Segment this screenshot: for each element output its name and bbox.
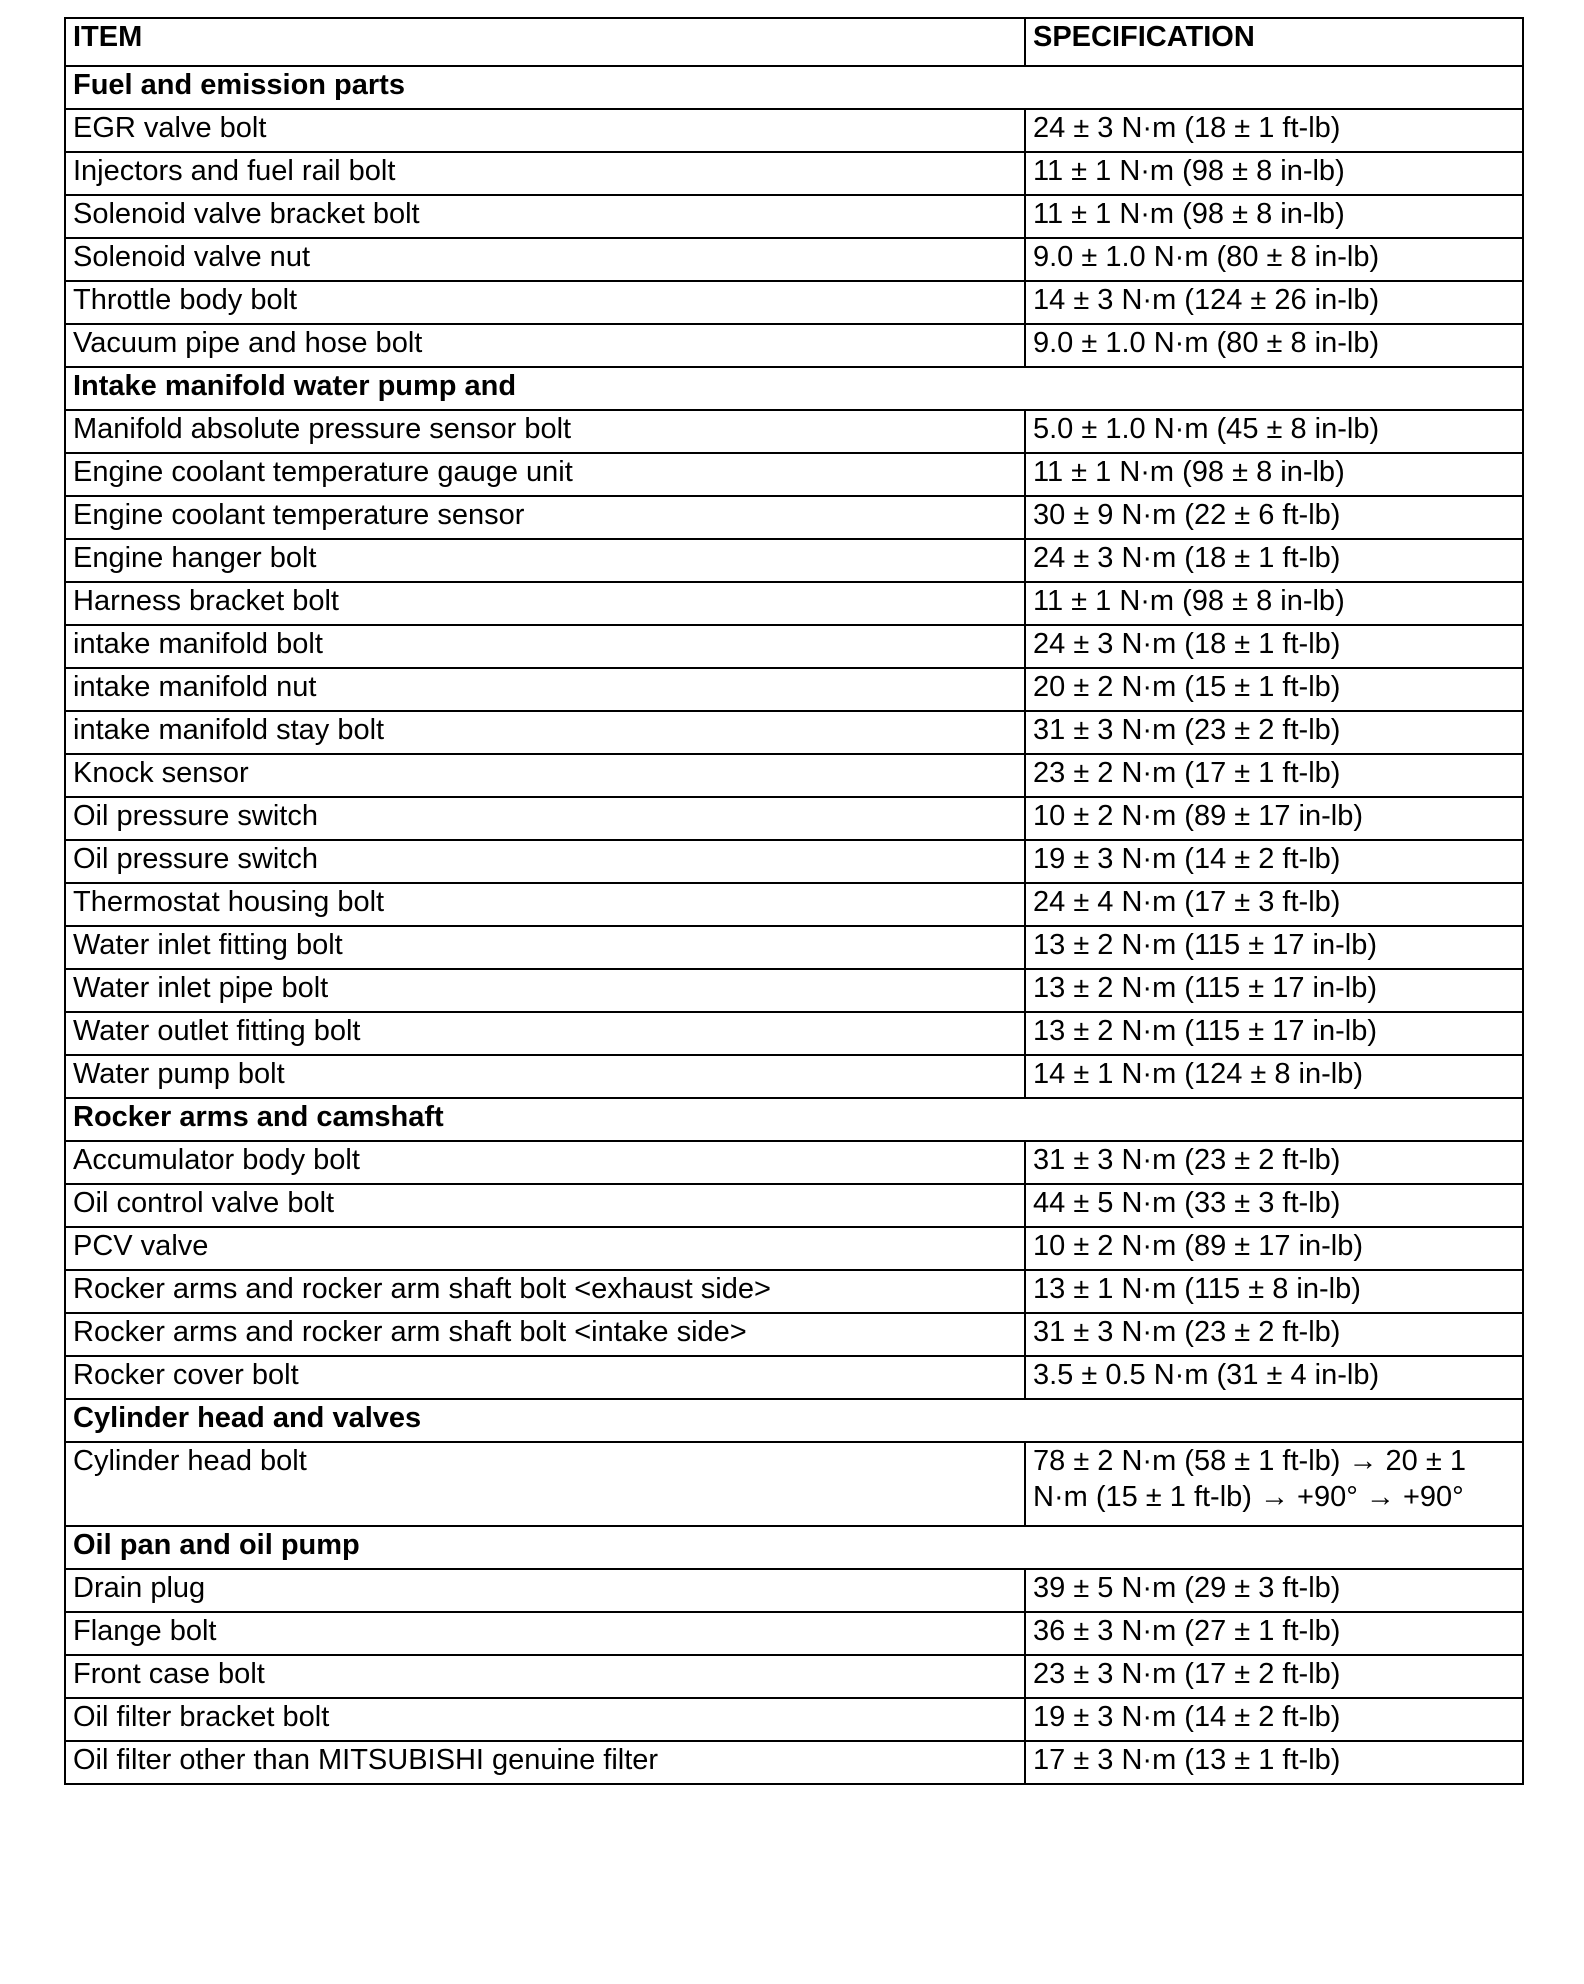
item-cell: Engine hanger bolt [65,539,1025,582]
specification-cell: 10 ± 2 N·m (89 ± 17 in-lb) [1025,797,1523,840]
section-title: Intake manifold water pump and [65,367,1523,410]
specification-cell: 9.0 ± 1.0 N·m (80 ± 8 in-lb) [1025,324,1523,367]
item-cell: intake manifold bolt [65,625,1025,668]
item-cell: Cylinder head bolt [65,1442,1025,1526]
specification-cell: 14 ± 3 N·m (124 ± 26 in-lb) [1025,281,1523,324]
section-row [65,1399,1523,1442]
table-row [65,625,1523,668]
item-cell: Rocker arms and rocker arm shaft bolt <intake side> [65,1313,1025,1356]
specification-cell: 36 ± 3 N·m (27 ± 1 ft-lb) [1025,1612,1523,1655]
item-cell: Throttle body bolt [65,281,1025,324]
table-row [65,1356,1523,1399]
item-cell: Vacuum pipe and hose bolt [65,324,1025,367]
table-row [65,1012,1523,1055]
table-row [65,1442,1523,1526]
specification-cell: 3.5 ± 0.5 N·m (31 ± 4 in-lb) [1025,1356,1523,1399]
item-cell: PCV valve [65,1227,1025,1270]
specification-cell: 11 ± 1 N·m (98 ± 8 in-lb) [1025,152,1523,195]
table-row [65,496,1523,539]
item-cell: Accumulator body bolt [65,1141,1025,1184]
section-row [65,66,1523,109]
specification-cell: 19 ± 3 N·m (14 ± 2 ft-lb) [1025,840,1523,883]
table-row [65,1270,1523,1313]
specification-cell: 24 ± 3 N·m (18 ± 1 ft-lb) [1025,625,1523,668]
specification-cell: 13 ± 1 N·m (115 ± 8 in-lb) [1025,1270,1523,1313]
table-header-row [65,18,1523,66]
table-row [65,668,1523,711]
table-row [65,1141,1523,1184]
table-row [65,539,1523,582]
specification-cell: 10 ± 2 N·m (89 ± 17 in-lb) [1025,1227,1523,1270]
table-row [65,1313,1523,1356]
table-row [65,582,1523,625]
section-title: Fuel and emission parts [65,66,1523,109]
specification-cell: 11 ± 1 N·m (98 ± 8 in-lb) [1025,582,1523,625]
item-cell: Engine coolant temperature gauge unit [65,453,1025,496]
item-cell: Injectors and fuel rail bolt [65,152,1025,195]
item-cell: intake manifold stay bolt [65,711,1025,754]
table-row [65,797,1523,840]
specification-cell: 24 ± 3 N·m (18 ± 1 ft-lb) [1025,109,1523,152]
specification-cell: 19 ± 3 N·m (14 ± 2 ft-lb) [1025,1698,1523,1741]
table-row [65,410,1523,453]
table-row [65,1569,1523,1612]
item-cell: Oil filter bracket bolt [65,1698,1025,1741]
section-row [65,1526,1523,1569]
item-cell: Knock sensor [65,754,1025,797]
specification-cell: 23 ± 3 N·m (17 ± 2 ft-lb) [1025,1655,1523,1698]
table-row [65,1698,1523,1741]
torque-spec-table [64,17,1524,1785]
specification-cell: 78 ± 2 N·m (58 ± 1 ft-lb) → 20 ± 1 N·m (15 ± 1 ft-lb) → +90° → +90° [1025,1442,1523,1526]
specification-cell: 14 ± 1 N·m (124 ± 8 in-lb) [1025,1055,1523,1098]
item-cell: Front case bolt [65,1655,1025,1698]
item-cell: Rocker arms and rocker arm shaft bolt <exhaust side> [65,1270,1025,1313]
specification-cell: 9.0 ± 1.0 N·m (80 ± 8 in-lb) [1025,238,1523,281]
table-row [65,754,1523,797]
item-cell: Rocker cover bolt [65,1356,1025,1399]
table-row [65,926,1523,969]
table-row [65,1655,1523,1698]
table-row [65,1612,1523,1655]
table-row [65,1227,1523,1270]
item-cell: EGR valve bolt [65,109,1025,152]
table-row [65,969,1523,1012]
section-row [65,1098,1523,1141]
specification-cell: 31 ± 3 N·m (23 ± 2 ft-lb) [1025,1141,1523,1184]
table-row [65,152,1523,195]
item-cell: Manifold absolute pressure sensor bolt [65,410,1025,453]
item-cell: Drain plug [65,1569,1025,1612]
table-row [65,1184,1523,1227]
item-cell: Solenoid valve bracket bolt [65,195,1025,238]
specification-cell: 13 ± 2 N·m (115 ± 17 in-lb) [1025,969,1523,1012]
item-cell: intake manifold nut [65,668,1025,711]
table-row [65,840,1523,883]
section-title: Cylinder head and valves [65,1399,1523,1442]
table-row [65,238,1523,281]
item-cell: Solenoid valve nut [65,238,1025,281]
specification-cell: 20 ± 2 N·m (15 ± 1 ft-lb) [1025,668,1523,711]
item-cell: Thermostat housing bolt [65,883,1025,926]
table-row [65,109,1523,152]
table-row [65,883,1523,926]
specification-cell: 24 ± 4 N·m (17 ± 3 ft-lb) [1025,883,1523,926]
specification-cell: 31 ± 3 N·m (23 ± 2 ft-lb) [1025,711,1523,754]
table-row [65,281,1523,324]
specification-cell: 11 ± 1 N·m (98 ± 8 in-lb) [1025,195,1523,238]
item-cell: Water inlet fitting bolt [65,926,1025,969]
item-cell: Oil filter other than MITSUBISHI genuine filter [65,1741,1025,1784]
section-row [65,367,1523,410]
table-row [65,453,1523,496]
table-row [65,195,1523,238]
specification-cell: 5.0 ± 1.0 N·m (45 ± 8 in-lb) [1025,410,1523,453]
table-row [65,711,1523,754]
item-cell: Oil pressure switch [65,797,1025,840]
table-body [65,66,1523,1784]
item-cell: Oil pressure switch [65,840,1025,883]
specification-cell: 17 ± 3 N·m (13 ± 1 ft-lb) [1025,1741,1523,1784]
specification-cell: 13 ± 2 N·m (115 ± 17 in-lb) [1025,926,1523,969]
item-cell: Oil control valve bolt [65,1184,1025,1227]
specification-cell: 24 ± 3 N·m (18 ± 1 ft-lb) [1025,539,1523,582]
item-cell: Harness bracket bolt [65,582,1025,625]
item-cell: Water outlet fitting bolt [65,1012,1025,1055]
specification-cell: 31 ± 3 N·m (23 ± 2 ft-lb) [1025,1313,1523,1356]
specification-cell: 11 ± 1 N·m (98 ± 8 in-lb) [1025,453,1523,496]
specification-cell: 44 ± 5 N·m (33 ± 3 ft-lb) [1025,1184,1523,1227]
table-row [65,324,1523,367]
specification-cell: 39 ± 5 N·m (29 ± 3 ft-lb) [1025,1569,1523,1612]
column-header-specification: SPECIFICATION [1025,18,1523,66]
specification-cell: 13 ± 2 N·m (115 ± 17 in-lb) [1025,1012,1523,1055]
section-title: Rocker arms and camshaft [65,1098,1523,1141]
section-title: Oil pan and oil pump [65,1526,1523,1569]
table-row [65,1055,1523,1098]
specification-cell: 23 ± 2 N·m (17 ± 1 ft-lb) [1025,754,1523,797]
column-header-item: ITEM [65,18,1025,66]
item-cell: Water pump bolt [65,1055,1025,1098]
item-cell: Water inlet pipe bolt [65,969,1025,1012]
table-row [65,1741,1523,1784]
specification-cell: 30 ± 9 N·m (22 ± 6 ft-lb) [1025,496,1523,539]
item-cell: Engine coolant temperature sensor [65,496,1025,539]
item-cell: Flange bolt [65,1612,1025,1655]
